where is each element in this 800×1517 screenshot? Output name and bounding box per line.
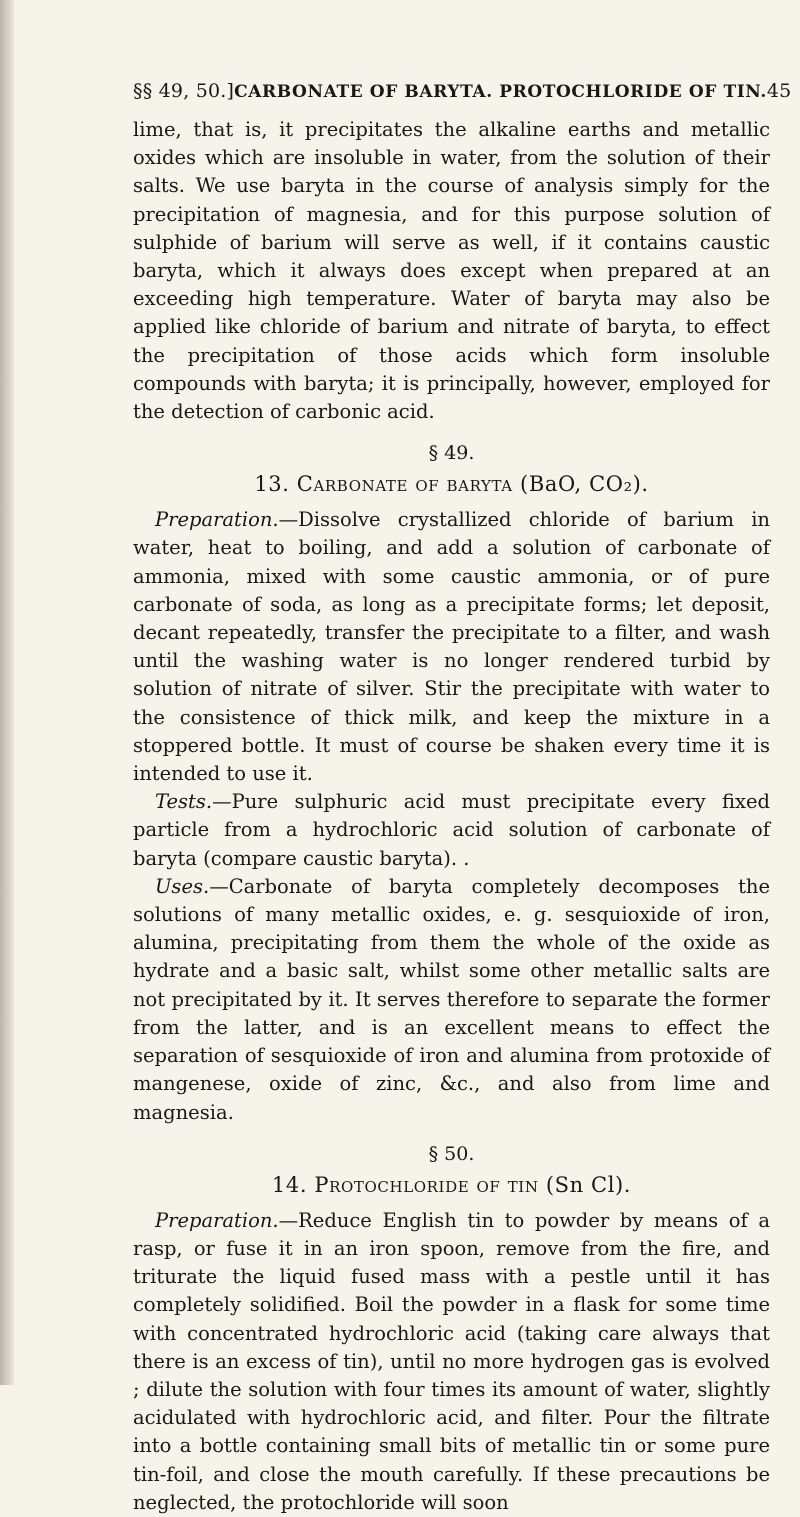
- preparation-label: Preparation.: [155, 1208, 279, 1232]
- page-number: 45: [766, 80, 792, 102]
- section-50-heading: [133, 1173, 770, 1197]
- preparation-text: —Reduce English tin to powder by means of a rasp, or fuse it in an iron spoon, remove from the fire, and triturate the liquid fused mass with a pestle until it has completely solidified. Boil the powder in a flask for some time with concentrated hydrochloric acid (taking care always that there is an excess of tin), until no more hydrogen gas is evolved ; dilute the solution with four times its amount of water, slightly acidulated with hydrochloric acid, and filter. Pour the filtrate into a bottle containing small bits of metallic tin or some pure tin-foil, and close the mouth carefully. If these precautions be neglected, the protochloride will soon: [133, 1208, 770, 1514]
- tests-label: Tests.: [155, 790, 213, 814]
- running-head-title: CARBONATE OF BARYTA. PROTOCHLORIDE OF TIN.: [234, 82, 767, 102]
- section-49-heading: [133, 472, 770, 496]
- section-50-preparation: [133, 1207, 770, 1517]
- section-50-title: Protochloride of tin: [314, 1172, 539, 1197]
- section-49-tests: [133, 788, 770, 873]
- preparation-label: Preparation.: [155, 508, 279, 532]
- tests-text: —Pure sulphuric acid must precipitate every fixed particle from a hydrochloric acid solution of carbonate of baryta (compare caustic baryta). .: [133, 790, 770, 870]
- running-head-sections: §§ 49, 50.]: [133, 80, 235, 102]
- section-49-number: 13.: [254, 472, 290, 497]
- uses-text: —Carbonate of baryta completely decomposes the solutions of many metallic oxides, e. g. sesquioxide of iron, alumina, precipitating from them the whole of the oxide as hydrate and a basic salt, whilst some other metallic salts are not precipitated by it. It serves therefore to separate the former from the latter, and is an excellent means to effect the separation of sesquioxide of iron and alumina from protoxide of mangenese, oxide of zinc, &c., and also from lime and magnesia.: [133, 874, 770, 1124]
- section-49-mark: § 49.: [428, 442, 475, 465]
- section-49-preparation: [133, 506, 770, 788]
- section-49-formula: (BaO, CO₂).: [520, 472, 649, 497]
- section-50-number: 14.: [271, 1172, 308, 1197]
- section-49-title: Carbonate of baryta: [296, 472, 513, 497]
- section-50-formula: (Sn Cl).: [545, 1172, 632, 1197]
- running-head: [133, 80, 792, 102]
- intro-paragraph: lime, that is, it precipitates the alkaline earths and metallic oxides which are insoluble in water, from the solution of their salts. We use baryta in the course of analysis simply for the precipitation of magnesia, and for this purpose solution of sulphide of barium will serve as well, if it contains caustic baryta, which it always does except when prepared at an exceeding high temperature. Water of baryta may also be applied like chloride of barium and nitrate of baryta, to effect the precipitation of those acids which form insoluble compounds with baryta; it is principally, however, employed for the detection of carbonic acid.: [133, 118, 770, 424]
- uses-label: Uses.: [155, 874, 210, 898]
- section-49-uses: [133, 873, 770, 1127]
- section-50-mark: § 50.: [428, 1142, 475, 1165]
- preparation-text: —Dissolve crystallized chloride of barium in water, heat to boiling, and add a solution of carbonate of ammonia, mixed with some caustic ammonia, or of pure carbonate of soda, as long as a precipitate forms; let deposit, decant repeatedly, transfer the precipitate to a filter, and wash until the washing water is no longer rendered turbid by solution of nitrate of silver. Stir the precipitate with water to the consistence of thick milk, and keep the mixture in a stoppered bottle. It must of course be shaken every time it is intended to use it.: [133, 508, 770, 786]
